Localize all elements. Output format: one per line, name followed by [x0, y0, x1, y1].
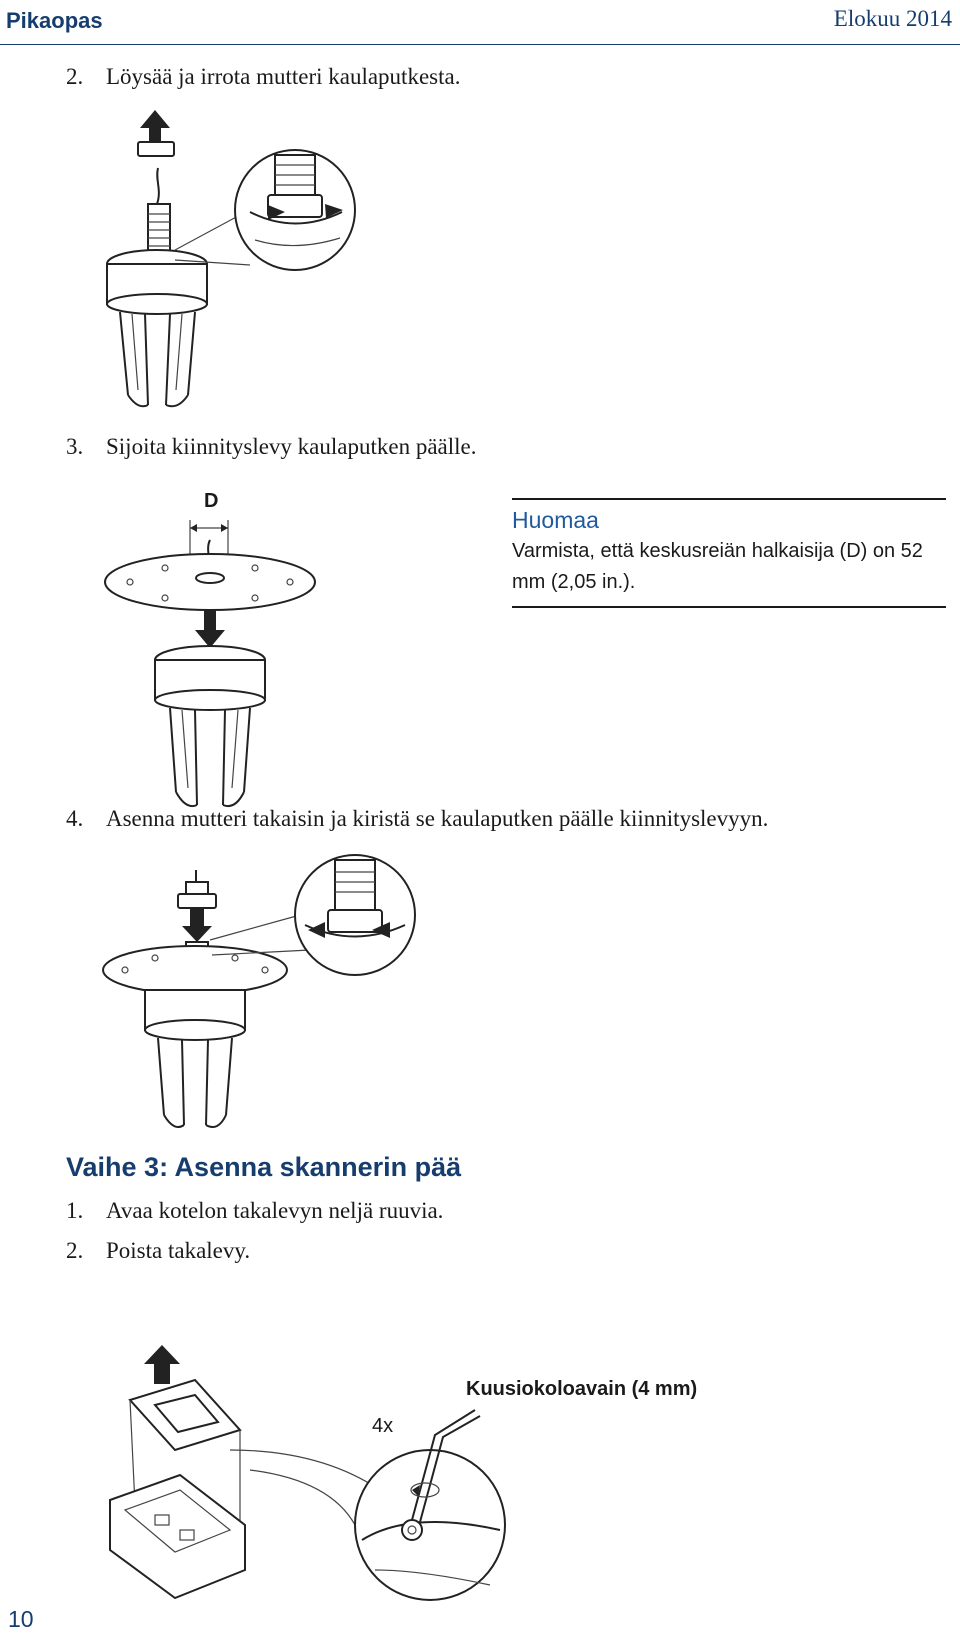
step-text: Avaa kotelon takalevyn neljä ruuvia.	[106, 1198, 444, 1223]
step-2	[66, 64, 460, 90]
screw-count-label: 4x	[372, 1415, 394, 1437]
dimension-label-d: D	[204, 490, 219, 512]
illustration-loosen-nut	[100, 100, 370, 420]
step-text: Poista takalevy.	[106, 1238, 251, 1263]
section-heading: Vaihe 3: Asenna skannerin pää	[66, 1152, 462, 1182]
step-4	[66, 806, 768, 832]
document-title: Pikaopas	[6, 8, 103, 33]
step-text: Asenna mutteri takaisin ja kiristä se kaulaputken päälle kiinnityslevyyn.	[106, 806, 769, 831]
note-top-rule	[512, 498, 946, 500]
section-step-1	[66, 1198, 443, 1224]
step-text: Löysää ja irrota mutteri kaulaputkesta.	[106, 64, 461, 89]
page-number: 10	[8, 1606, 34, 1632]
note-bottom-rule	[512, 606, 946, 608]
note-title: Huomaa	[512, 507, 599, 533]
header-divider	[0, 44, 960, 45]
note-text: Varmista, että keskusreiän halkaisija (D) on 52 mm (2,05 in.).	[512, 540, 923, 593]
step-number: 2.	[66, 1238, 84, 1263]
step-number: 3.	[66, 434, 84, 459]
step-number: 1.	[66, 1198, 84, 1223]
section-step-2	[66, 1238, 250, 1264]
step-3	[66, 434, 476, 460]
step-number: 2.	[66, 64, 84, 89]
illustration-mounting-plate	[100, 510, 330, 830]
step-text: Sijoita kiinnityslevy kaulaputken päälle.	[106, 434, 477, 459]
document-date: Elokuu 2014	[833, 6, 952, 31]
step-number: 4.	[66, 806, 84, 831]
illustration-remove-back-plate	[100, 1340, 520, 1600]
tool-callout: Kuusiokoloavain (4 mm)	[466, 1378, 698, 1400]
illustration-tighten-nut	[100, 860, 430, 1150]
